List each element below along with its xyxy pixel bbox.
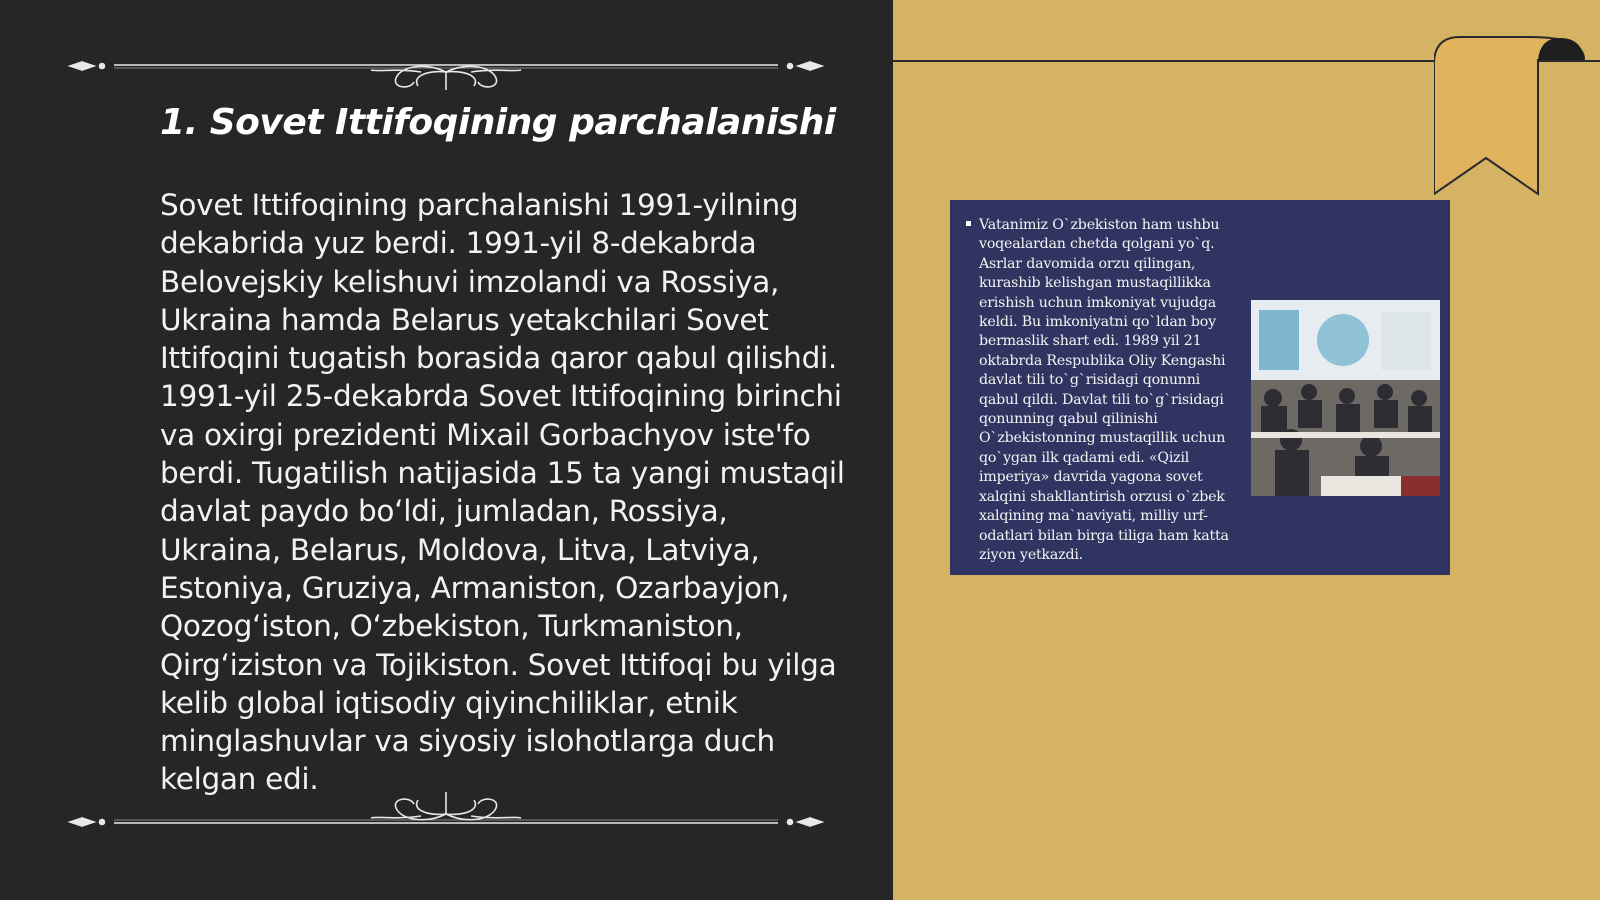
bullet-icon	[966, 221, 971, 226]
bookmark-ribbon-icon	[1434, 36, 1588, 198]
slide-title: 1. Sovet Ittifoqining parchalanishi	[160, 102, 836, 143]
ornament-bottom-divider-icon	[66, 784, 826, 834]
embedded-slide-text: Vatanimiz O`zbekiston ham ushbu voqealardan chetda qolgani yo`q. Asrlar davomida orzu qilingan, kurashib kelishgan mustaqillikka erishish uchun imkoniyat vujudga keldi. Bu imkoniyatni qo`ldan boy bermaslik shart edi. 1989 yil 21 oktabrda Respublika Oliy Kengashi davlat tili to`g`risidagi qonunni qabul qildi. Davlat tili to`g`risidagi qonunning qabul qilinishi O`zbekistonning mustaqillik uchun qo`ygan ilk qadami edi. «Qizil imperiya» davrida yagona sovet xalqini shakllantirish orzusi o`zbek xalqining ma`naviyati, milliy urf-odatlari bilan birga tiliga ham katta ziyon yetkazdi.	[979, 217, 1229, 563]
meeting-photo-icon	[1251, 300, 1440, 496]
slide-body-text: Sovet Ittifoqining parchalanishi 1991-yilning dekabrida yuz berdi. 1991-yil 8-dekabrda Belovejskiy kelishuvi imzolandi va Rossiya, Ukraina hamda Belarus yetakchilari Sovet Ittifoqini tugatish borasida qaror qabul qilishdi. 1991-yil 25-dekabrda Sovet Ittifoqining birinchi va oxirgi prezidenti Mixail Gorbachyov iste'fo berdi. Tugatilish natijasida 15 ta yangi mustaqil davlat paydo bo‘ldi, jumladan, Rossiya, Ukraina, Belarus, Moldova, Litva, Latviya, Estoniya, Gruziya, Armaniston, Ozarbayjon, Qozog‘iston, O‘zbekiston, Turkmaniston, Qirg‘iziston va Tojikiston. Sovet Ittifoqi bu yilga kelib global iqtisodiy qiyinchiliklar, etnik minglashuvlar va siyosiy islohotlarga duch kelgan edi.	[160, 188, 845, 797]
ornament-top-divider-icon	[66, 42, 826, 92]
embedded-slide-image	[950, 200, 1450, 575]
